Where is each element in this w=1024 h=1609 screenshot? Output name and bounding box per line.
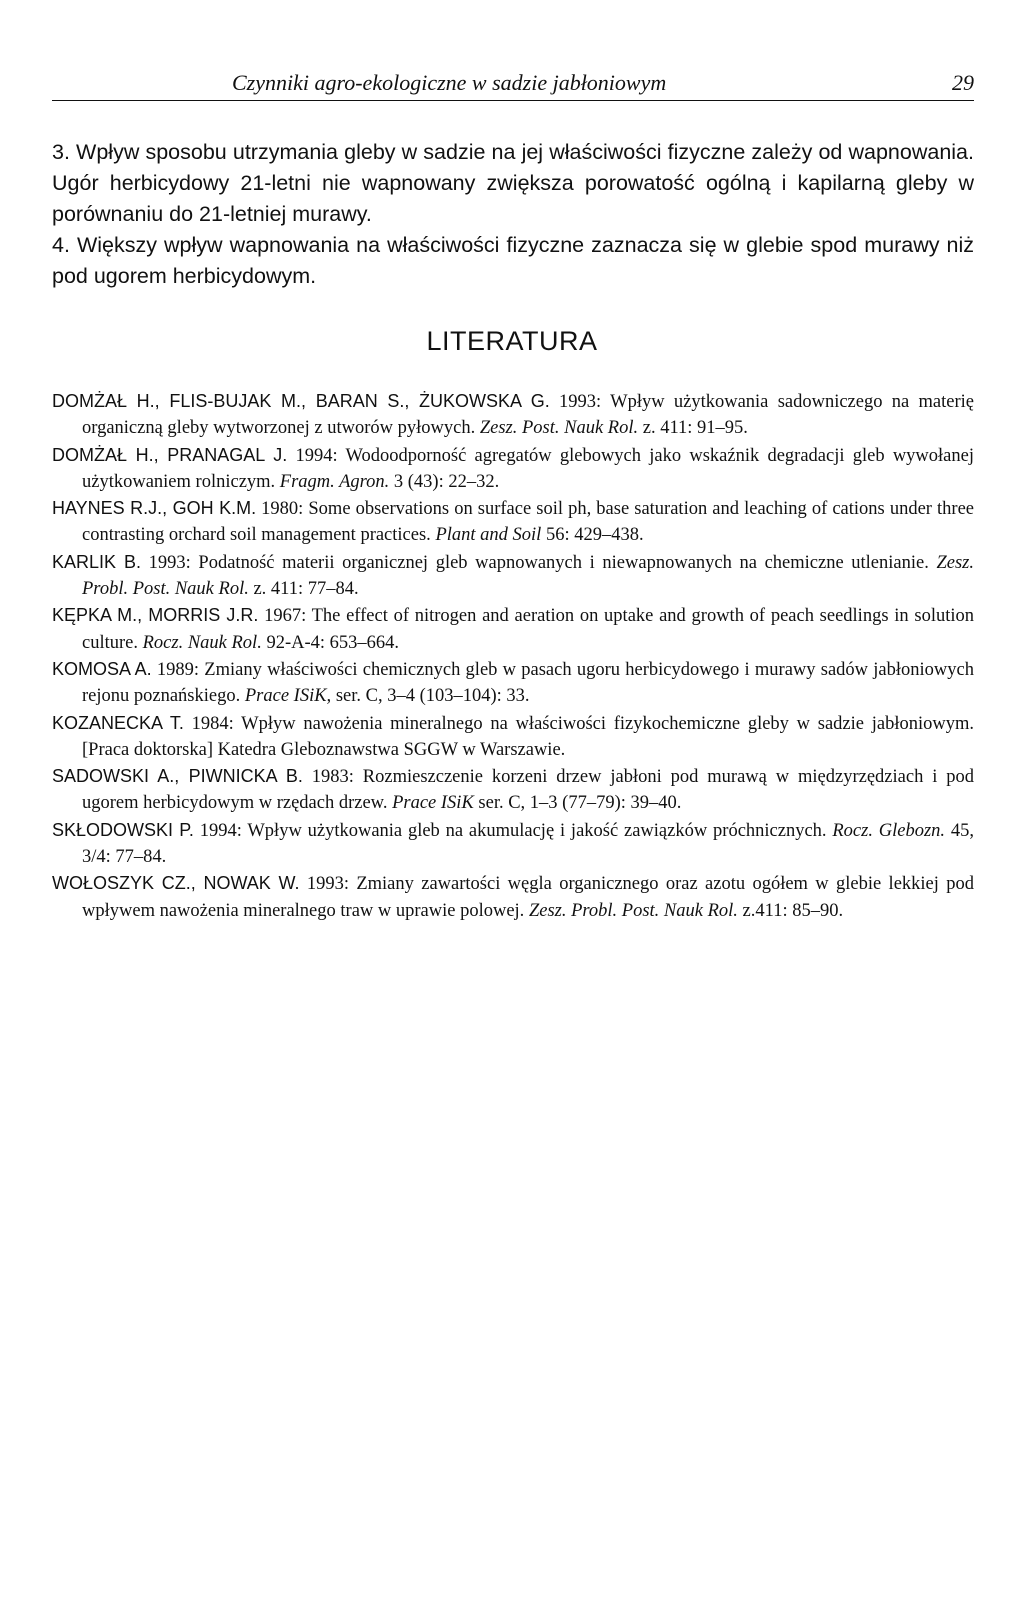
page-header — [52, 70, 974, 101]
reference-authors: DOMŻAŁ H., FLIS-BUJAK M., BARAN S., ŻUKOWSKA G. — [52, 391, 550, 411]
reference-source: Prace ISiK — [392, 793, 474, 814]
reference-source: Fragm. Agron. — [279, 471, 390, 492]
running-title: Czynniki agro-ekologiczne w sadzie jabłoniowym — [232, 70, 667, 95]
reference-authors: SADOWSKI A., PIWNICKA B. — [52, 766, 303, 787]
reference-tail: z. 411: 91–95. — [638, 418, 748, 439]
reference-authors: HAYNES R.J., GOH K.M. — [52, 498, 257, 519]
reference-entry — [52, 817, 974, 871]
reference-source: Zesz. Probl. Post. Nauk Rol. — [82, 552, 974, 600]
reference-text: 1989: Zmiany właściwości chemicznych gleb w pasach ugoru herbicydowego i murawy sadów jabłoniowych rejonu poznańskiego. — [82, 659, 974, 707]
reference-text: 1993: Zmiany zawartości węgla organicznego oraz azotu ogółem w glebie lekkiej pod wpływem nawożenia mineralnego traw w uprawie polowej. — [82, 874, 974, 921]
reference-source: Rocz. Glebozn. — [832, 820, 946, 841]
reference-entry — [52, 388, 974, 442]
reference-entry — [52, 549, 974, 603]
reference-tail: z. 411: 77–84. — [248, 579, 359, 600]
reference-authors: SKŁODOWSKI P. — [52, 819, 194, 840]
conclusion-paragraph: 3. Wpływ sposobu utrzymania gleby w sadzie na jej właściwości fizyczne zależy od wapnowania. Ugór herbicydowy 21-letni nie wapnowany zwiększa porowatość ogólną i kapilarną gleby w porównaniu do 21-letniej murawy. — [52, 140, 974, 226]
reference-authors: KOMOSA A. — [52, 658, 152, 679]
reference-source: Zesz. Probl. Post. Nauk Rol. — [528, 900, 738, 921]
reference-authors: KOZANECKA T. — [52, 712, 184, 733]
reference-entry — [52, 442, 974, 496]
page-number: 29 — [952, 70, 974, 95]
reference-tail: z.411: 85–90. — [737, 900, 844, 921]
reference-source: Rocz. Nauk Rol. — [142, 632, 262, 653]
reference-source: Plant and Soil — [435, 525, 542, 546]
reference-text: 1994: Wodoodporność agregatów glebowych jako wskaźnik degradacji gleb wywołanej użytkowaniem rolniczym. — [82, 445, 974, 492]
reference-source: Prace ISiK, — [244, 686, 332, 707]
reference-entry — [52, 495, 974, 549]
reference-text: 1994: Wpływ użytkowania gleb na akumulację i jakość zawiązków próchnicznych. — [193, 820, 833, 841]
conclusions-section — [52, 137, 974, 292]
reference-tail: 45, 3/4: 77–84. — [82, 820, 975, 868]
reference-authors: KĘPKA M., MORRIS J.R. — [52, 605, 259, 626]
reference-authors: DOMŻAŁ H., PRANAGAL J. — [52, 444, 288, 465]
reference-text: 1984: Wpływ nawożenia mineralnego na właściwości fizykochemiczne gleby w sadzie jabłoniowym. [Praca doktorska] Katedra Gleboznawstwa SGGW w Warszawie. — [82, 713, 974, 760]
reference-text: 1980: Some observations on surface soil ph, base saturation and leaching of cations under three contrasting orchard soil management practices. — [82, 499, 974, 546]
reference-text: 1967: The effect of nitrogen and aeration on uptake and growth of peach seedlings in solution culture. — [82, 606, 974, 653]
reference-text: 1993: Podatność materii organicznej gleb wapnowanych i niewapnowanych na chemiczne utlenianie. — [141, 552, 937, 573]
reference-entry — [52, 763, 974, 817]
reference-entry — [52, 656, 974, 710]
literature-heading: LITERATURA — [426, 326, 598, 356]
reference-tail: ser. C, 3–4 (103–104): 33. — [331, 686, 530, 707]
reference-text: 1993: Wpływ użytkowania sadowniczego na materię organiczną gleby wytworzonej z utworów pyłowych. — [82, 392, 974, 439]
reference-authors: WOŁOSZYK CZ., NOWAK W. — [52, 873, 300, 894]
reference-tail: 3 (43): 22–32. — [389, 471, 500, 492]
reference-tail: ser. C, 1–3 (77–79): 39–40. — [473, 793, 682, 814]
reference-entry — [52, 602, 974, 656]
reference-authors: KARLIK B. — [52, 551, 142, 572]
reference-entry — [52, 870, 974, 924]
reference-tail: 92-A-4: 653–664. — [261, 632, 400, 653]
reference-tail: 56: 429–438. — [541, 525, 644, 546]
reference-source: Zesz. Post. Nauk Rol. — [479, 418, 639, 439]
reference-text: 1983: Rozmieszczenie korzeni drzew jabłoni pod murawą w międzyrzędziach i pod ugorem herbicydowym w rzędach drzew. — [82, 767, 974, 814]
reference-entry — [52, 710, 974, 764]
reference-list — [52, 388, 974, 924]
conclusion-paragraph: 4. Większy wpływ wapnowania na właściwości fizyczne zaznacza się w glebie spod murawy niż pod ugorem herbicydowym. — [52, 233, 974, 288]
